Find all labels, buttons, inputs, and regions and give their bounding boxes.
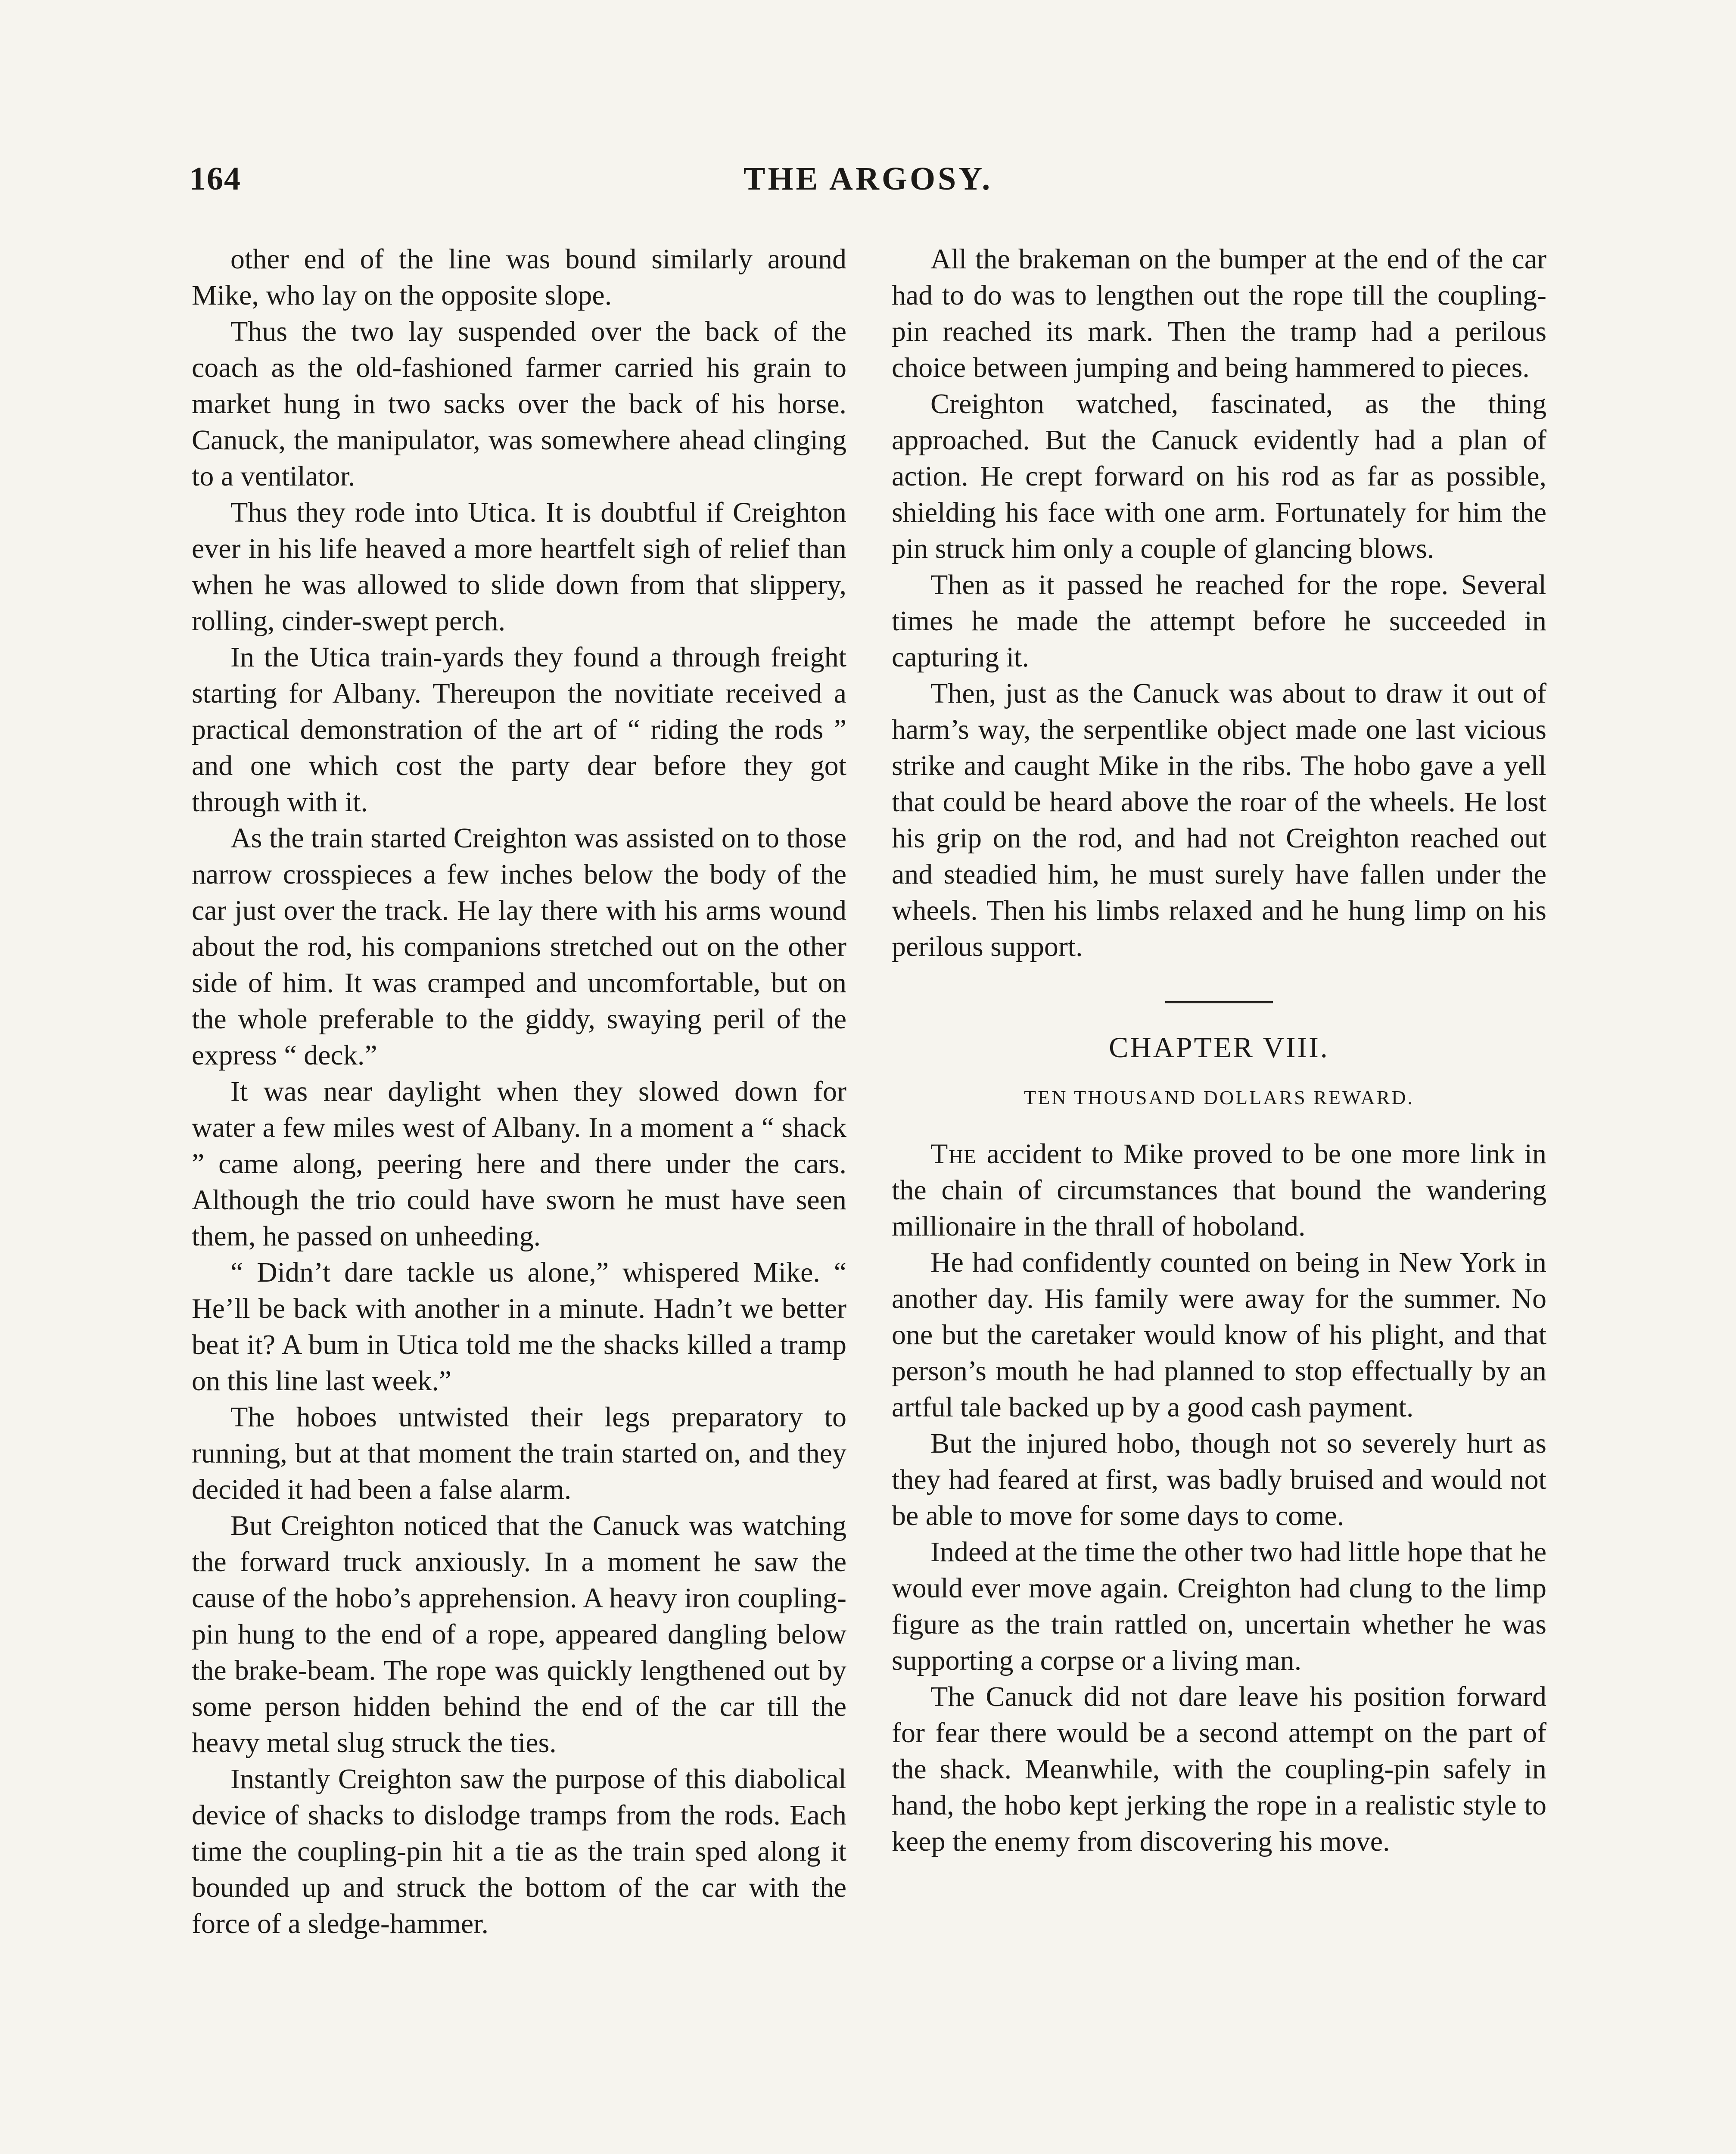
right-column bbox=[892, 241, 1546, 1860]
chapter-heading: CHAPTER VIII. bbox=[1109, 1031, 1329, 1064]
paragraph: Indeed at the time the other two had little hope that he would ever move again. Creighton had clung to the limp figure as the train rattled on, uncertain whether he was supporting a corpse or a living man. bbox=[892, 1536, 1546, 1676]
left-column bbox=[192, 241, 846, 1942]
chapter-opening-paragraph bbox=[892, 1136, 1546, 1245]
paragraph: The hoboes untwisted their legs preparatory to running, but at that moment the train started on, and they decided it had been a false alarm. bbox=[192, 1401, 846, 1505]
paragraph: Creighton watched, fascinated, as the thing approached. But the Canuck evidently had a plan of action. He crept forward on his rod as far as possible, shielding his face with one arm. Fortunately for him the pin struck him only a couple of glancing blows. bbox=[892, 388, 1546, 564]
chapter-title: TEN THOUSAND DOLLARS REWARD. bbox=[1024, 1086, 1414, 1108]
paragraph: Then, just as the Canuck was about to draw it out of harm’s way, the serpentlike object made one last vicious strike and caught Mike in the ribs. The hobo gave a yell that could be heard above the roar of the wheels. He lost his grip on the rod, and had not Creighton reached out and steadied him, he must surely have fallen under the wheels. Then his limbs relaxed and he hung limp on his perilous support. bbox=[892, 678, 1546, 962]
paragraph: Then as it passed he reached for the rope. Several times he made the attempt before he succeeded in capturing it. bbox=[892, 569, 1546, 673]
running-title: THE ARGOSY. bbox=[743, 161, 993, 197]
paragraph: He had confidently counted on being in New York in another day. His family were away for the summer. No one but the caretaker would know of his plight, and that person’s mouth he had planned to stop effectually by an artful tale backed up by a good cash payment. bbox=[892, 1247, 1546, 1423]
opening-word: The bbox=[930, 1138, 977, 1170]
paragraph: “ Didn’t dare tackle us alone,” whispered Mike. “ He’ll be back with another in a minute. Hadn’t we better beat it? A bum in Utica told me the shacks killed a tramp on this line last week.” bbox=[192, 1257, 846, 1397]
paragraph: In the Utica train-yards they found a through freight starting for Albany. Thereupon the novitiate received a practical demonstration of the art of “ riding the rods ” and one which cost the party dear before they got through with it. bbox=[192, 641, 846, 818]
paragraph: other end of the line was bound similarly around Mike, who lay on the opposite slope. bbox=[192, 243, 846, 311]
page-number: 164 bbox=[190, 161, 241, 197]
paragraph: It was near daylight when they slowed down for water a few miles west of Albany. In a moment a “ shack ” came along, peering here and there under the cars. Although the trio could have sworn he must have seen them, he passed on unheeding. bbox=[192, 1076, 846, 1252]
paragraph: Thus the two lay suspended over the back of the coach as the old-fashioned farmer carried his grain to market hung in two sacks over the back of his horse. Canuck, the manipulator, was somewhere ahead clinging to a ventilator. bbox=[192, 316, 846, 492]
paragraph: The Canuck did not dare leave his position forward for fear there would be a second attempt on the part of the shack. Meanwhile, with the coupling-pin safely in hand, the hobo kept jerking the rope in a realistic style to keep the enemy from discovering his move. bbox=[892, 1681, 1546, 1857]
opening-text: accident to Mike proved to be one more link in the chain of circumstances that bound the wandering millionaire in the thrall of hoboland. bbox=[892, 1138, 1546, 1242]
page-header bbox=[190, 160, 1546, 208]
paragraph: But the injured hobo, though not so severely hurt as they had feared at first, was badly bruised and would not be able to move for some days to come. bbox=[892, 1428, 1546, 1531]
paragraph: All the brakeman on the bumper at the end of the car had to do was to lengthen out the rope till the coupling-pin reached its mark. Then the tramp had a perilous choice between jumping and being hammered to pieces. bbox=[892, 243, 1546, 383]
paragraph: As the train started Creighton was assisted on to those narrow crosspieces a few inches below the body of the car just over the track. He lay there with his arms wound about the rod, his companions stretched out on the other side of him. It was cramped and uncomfortable, but on the whole preferable to the giddy, swaying peril of the express “ deck.” bbox=[192, 822, 846, 1071]
paragraph: But Creighton noticed that the Canuck was watching the forward truck anxiously. In a moment he saw the cause of the hobo’s apprehension. A heavy iron coupling-pin hung to the end of a rope, appeared dangling below the brake-beam. The rope was quickly lengthened out by some person hidden behind the end of the car till the heavy metal slug struck the ties. bbox=[192, 1510, 846, 1759]
paragraph: Instantly Creighton saw the purpose of this diabolical device of shacks to dislodge tramps from the rods. Each time the coupling-pin hit a tie as the train sped along it bounded up and struck the bottom of the car with the force of a sledge-hammer. bbox=[192, 1763, 846, 1939]
paragraph: Thus they rode into Utica. It is doubtful if Creighton ever in his life heaved a more heartfelt sigh of relief than when he was allowed to slide down from that slippery, rolling, cinder-swept perch. bbox=[192, 497, 846, 637]
section-divider bbox=[1165, 1001, 1273, 1003]
